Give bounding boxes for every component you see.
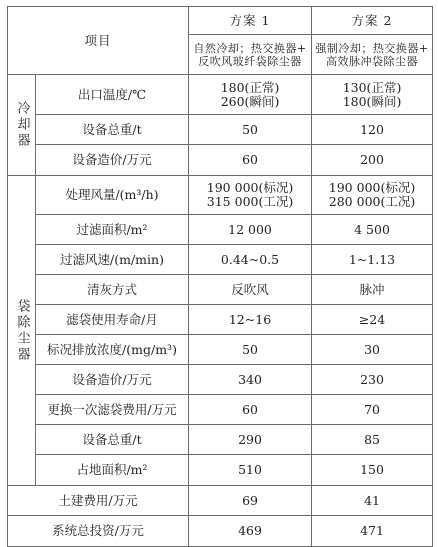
plan2-value: 180(瞬间) [342,93,402,109]
plan1-value: 50 [189,335,312,365]
table-row [8,365,433,395]
row-label: 设备总重/t [36,115,189,145]
row-label: 更换一次滤袋费用/万元 [36,395,189,425]
plan2-value: 脉冲 [312,275,433,305]
plan2-description [312,35,433,75]
group-cooler [8,75,36,176]
plan1-value: 315 000(工况) [206,194,294,209]
plan2-value: 1~1.13 [312,245,433,275]
header-plan1 [189,7,312,35]
table-row [8,305,433,335]
summary-label: 土建费用/万元 [8,486,189,516]
row-label: 设备总重/t [36,425,189,455]
plan2-value: 230 [312,365,433,395]
group-bag-filter-label: 袋除尘器 [14,298,30,363]
row-label: 设备造价/万元 [36,145,189,176]
row-label: 处理风量/(m³/h) [36,176,189,215]
row-label: 过滤面积/m² [36,215,189,245]
plan2-value: 70 [312,395,433,425]
table-row [8,176,433,215]
comparison-table [7,6,433,547]
header-plan2-label: 方案 2 [351,12,393,28]
plan2-desc-line2: 高效脉冲袋除尘器 [326,54,419,68]
plan2-value: 280 000(工况) [328,194,416,209]
plan1-value: 340 [189,365,312,395]
plan2-value: 4 500 [312,215,433,245]
plan2-cell [312,176,433,215]
table-row [8,516,433,547]
table-row [8,145,433,176]
plan2-value: 30 [312,335,433,365]
plan1-desc-line2: 反吹风玻纤袋除尘器 [198,54,302,68]
plan1-value: 69 [189,486,312,516]
table-row [8,455,433,486]
plan1-value: 0.44~0.5 [189,245,312,275]
plan1-value: 180(正常) [220,79,280,95]
plan1-value: 60 [189,395,312,425]
plan2-value: ≥24 [312,305,433,335]
header-plan1-label: 方案 1 [229,12,271,28]
plan1-desc-line1: 自然冷却；热交换器+ [193,41,307,55]
plan1-cell [189,75,312,115]
header-item [8,7,189,75]
table-row [8,486,433,516]
plan1-value: 469 [189,516,312,547]
table-row [8,275,433,305]
plan1-value: 12 000 [189,215,312,245]
plan1-cell [189,176,312,215]
plan1-value: 12~16 [189,305,312,335]
plan2-value: 85 [312,425,433,455]
row-label: 占地面积/m² [36,455,189,486]
header-plan2 [312,7,433,35]
plan2-desc-line1: 强制冷却；热交换器+ [315,41,429,55]
row-label: 清灰方式 [36,275,189,305]
row-label: 出口温度/℃ [36,75,189,115]
group-cooler-label: 冷却器 [14,101,30,149]
table-row [8,395,433,425]
table-row [8,245,433,275]
group-bag-filter [8,176,36,486]
row-label: 设备造价/万元 [36,365,189,395]
table-row [8,115,433,145]
plan1-value: 反吹风 [189,275,312,305]
header-row [8,7,433,35]
table-row [8,215,433,245]
plan2-value: 120 [312,115,433,145]
header-item-label: 项目 [84,32,112,48]
table-row [8,425,433,455]
row-label: 过滤风速/(m/min) [36,245,189,275]
plan2-value: 130(正常) [342,79,402,95]
plan2-value: 190 000(标况) [328,180,416,195]
plan2-value: 41 [312,486,433,516]
plan1-value: 290 [189,425,312,455]
plan2-value: 471 [312,516,433,547]
row-label: 标况排放浓度/(mg/m³) [36,335,189,365]
summary-label: 系统总投资/万元 [8,516,189,547]
plan1-value: 190 000(标况) [206,180,294,195]
plan1-description [189,35,312,75]
table-row [8,335,433,365]
row-label: 滤袋使用寿命/月 [36,305,189,335]
plan2-value: 200 [312,145,433,176]
plan1-value: 510 [189,455,312,486]
plan1-value: 60 [189,145,312,176]
table-row [8,75,433,115]
plan2-cell [312,75,433,115]
plan1-value: 50 [189,115,312,145]
plan1-value: 260(瞬间) [220,93,280,109]
plan2-value: 150 [312,455,433,486]
